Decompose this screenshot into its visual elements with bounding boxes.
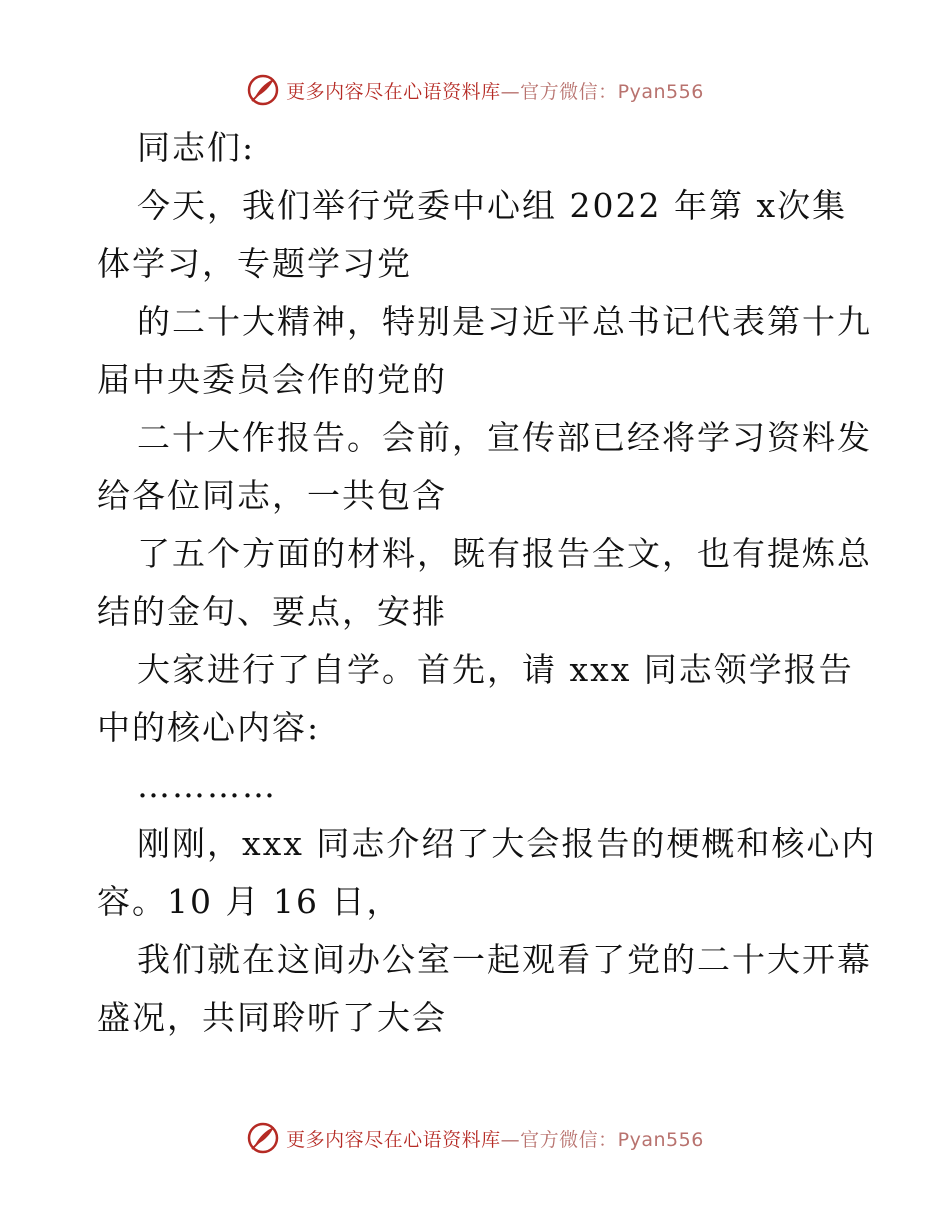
paragraph-line: 我们就在这间办公室一起观看了党的二十大开幕 <box>137 940 872 979</box>
banner-wechat-text: 官方微信：Pyan556 <box>520 1128 704 1151</box>
paragraph-line: 了五个方面的材料，既有报告全文，也有提炼总 <box>137 534 872 573</box>
feather-pen-logo-icon <box>246 1121 280 1155</box>
paragraph-line: 体学习，专题学习党 <box>97 244 412 283</box>
paragraph-line: 中的核心内容: <box>97 708 321 747</box>
banner-dash: — <box>500 1128 521 1151</box>
paragraph-line: 容。10 月 16 日， <box>97 882 402 921</box>
header-watermark-banner <box>0 70 950 110</box>
paragraph-line: 的二十大精神，特别是习近平总书记代表第十九 <box>137 302 872 341</box>
paragraph-line: 届中央委员会作的党的 <box>97 360 447 399</box>
feather-pen-logo-icon <box>246 73 280 107</box>
paragraph-line: 刚刚，xxx 同志介绍了大会报告的梗概和核心内 <box>137 824 877 863</box>
paragraph-line: 今天，我们举行党委中心组 2022 年第 x次集 <box>137 186 848 225</box>
paragraph-line: 给各位同志，一共包含 <box>97 476 447 515</box>
banner-dash: — <box>500 80 521 103</box>
banner-text <box>286 1125 704 1152</box>
banner-text <box>286 77 704 104</box>
paragraph-line: 二十大作报告。会前，宣传部已经将学习资料发 <box>137 418 872 457</box>
ellipsis-line: ………… <box>137 766 277 805</box>
paragraph-line: 盛况，共同聆听了大会 <box>97 998 447 1037</box>
banner-main-text: 更多内容尽在心语资料库 <box>286 1128 501 1151</box>
salutation-line: 同志们: <box>137 128 256 167</box>
banner-wechat-text: 官方微信：Pyan556 <box>520 80 704 103</box>
banner-main-text: 更多内容尽在心语资料库 <box>286 80 501 103</box>
paragraph-line: 大家进行了自学。首先，请 xxx 同志领学报告 <box>137 650 854 689</box>
paragraph-line: 结的金句、要点，安排 <box>97 592 447 631</box>
footer-watermark-banner <box>0 1118 950 1158</box>
